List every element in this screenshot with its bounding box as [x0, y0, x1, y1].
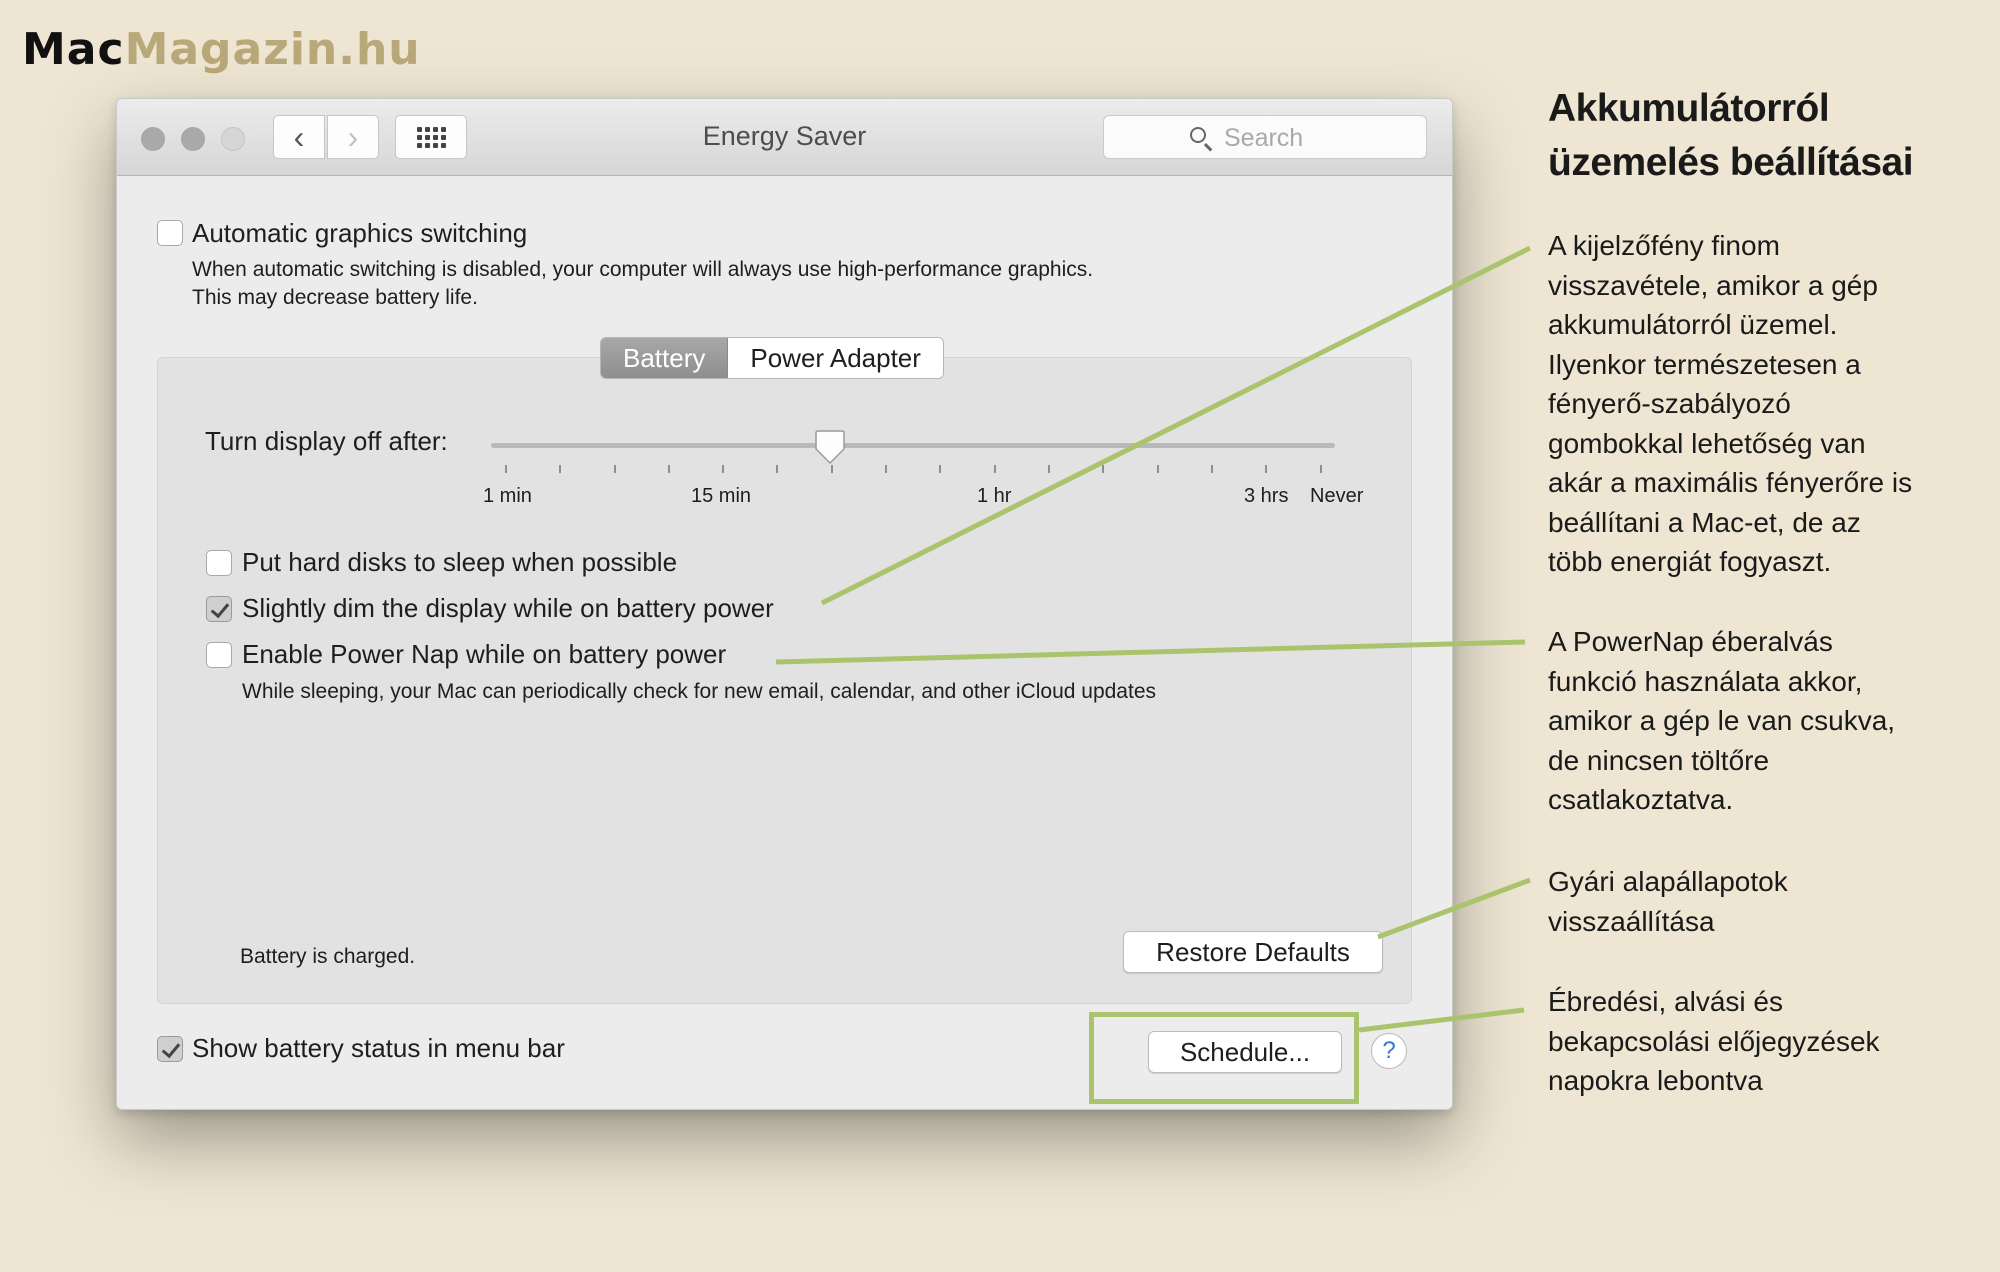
heading-line-2: üzemelés beállításai	[1548, 141, 1914, 184]
power-nap-label: Enable Power Nap while on battery power	[242, 639, 727, 669]
leader-line-powernap	[776, 642, 1525, 662]
leader-line-schedule	[1359, 1010, 1524, 1030]
annotation-line: napokra lebontva	[1548, 1065, 1763, 1096]
annotation-line: bekapcsolási előjegyzések	[1548, 1025, 1880, 1057]
power-nap-desc: While sleeping, your Mac can periodically check for new email, calendar, and other iCloud updates	[242, 680, 1156, 703]
tab-power-adapter[interactable]: Power Adapter	[728, 338, 943, 378]
annotation-line: funkció használata akkor,	[1548, 665, 1863, 697]
logo-mac: Mac	[22, 24, 125, 75]
dim-display-label: Slightly dim the display while on battery power	[242, 593, 774, 623]
annotation-line: gombokkal lehetőség van	[1548, 427, 1866, 459]
annotation-line: Gyári alapállapotok	[1548, 866, 1788, 897]
chevron-right-icon: ›	[347, 118, 359, 155]
tab-battery[interactable]: Battery	[601, 338, 728, 378]
annotation-line: Ilyenkor természetesen a	[1548, 348, 1861, 380]
annotation-restore	[1548, 862, 1788, 941]
leader-line-restore	[1378, 880, 1530, 937]
battery-status-text: Battery is charged.	[240, 945, 416, 968]
tick-label-15min: 15 min	[691, 485, 752, 507]
auto-graphics-desc-1: When automatic switching is disabled, your computer will always use high-performance graphics.	[192, 258, 1094, 281]
help-button[interactable]: ?	[1371, 1033, 1407, 1069]
annotation-schedule	[1548, 982, 1880, 1101]
search-placeholder: Search	[1224, 124, 1304, 152]
chevron-left-icon: ‹	[293, 118, 305, 155]
annotation-powernap	[1548, 622, 1895, 820]
show-battery-status-label: Show battery status in menu bar	[192, 1033, 565, 1063]
hard-disk-sleep-label: Put hard disks to sleep when possible	[242, 547, 678, 577]
window-title: Energy Saver	[702, 121, 867, 151]
annotation-line: amikor a gép le van csukva,	[1548, 705, 1896, 736]
tick-label-1min: 1 min	[483, 485, 532, 507]
display-off-label: Turn display off after:	[205, 426, 448, 456]
annotation-line: csatlakoztatva.	[1548, 784, 1734, 815]
annotation-line: akkumulátorról üzemel.	[1548, 309, 1838, 340]
schedule-button[interactable]: Schedule...	[1148, 1031, 1342, 1073]
annotation-line: fényerő-szabályozó	[1548, 388, 1791, 419]
auto-graphics-desc-2: This may decrease battery life.	[192, 286, 478, 309]
leader-line-dim	[822, 248, 1530, 603]
tick-label-never: Never	[1310, 485, 1364, 507]
tick-label-3hrs: 3 hrs	[1244, 485, 1289, 507]
annotation-line: Ébredési, alvási és	[1548, 986, 1784, 1017]
auto-graphics-label: Automatic graphics switching	[192, 218, 528, 248]
annotation-line: A kijelzőfény finom	[1548, 230, 1780, 261]
annotation-heading	[1548, 82, 1913, 190]
annotation-dim-display	[1548, 226, 1912, 582]
annotation-line: beállítani a Mac-et, de az	[1548, 506, 1861, 538]
restore-defaults-button[interactable]: Restore Defaults	[1123, 931, 1383, 973]
annotation-line: több energiát fogyaszt.	[1548, 546, 1832, 577]
tick-label-1hr: 1 hr	[977, 485, 1012, 507]
annotation-line: visszavétele, amikor a gép	[1548, 269, 1878, 301]
heading-line-1: Akkumulátorról	[1548, 87, 1830, 130]
logo-magazin: Magazin.hu	[124, 24, 421, 75]
annotation-line: de nincsen töltőre	[1548, 744, 1770, 776]
annotation-line: visszaállítása	[1548, 905, 1715, 937]
annotation-line: akár a maximális fényerőre is	[1548, 467, 1913, 498]
annotation-line: A PowerNap éberalvás	[1548, 626, 1833, 657]
